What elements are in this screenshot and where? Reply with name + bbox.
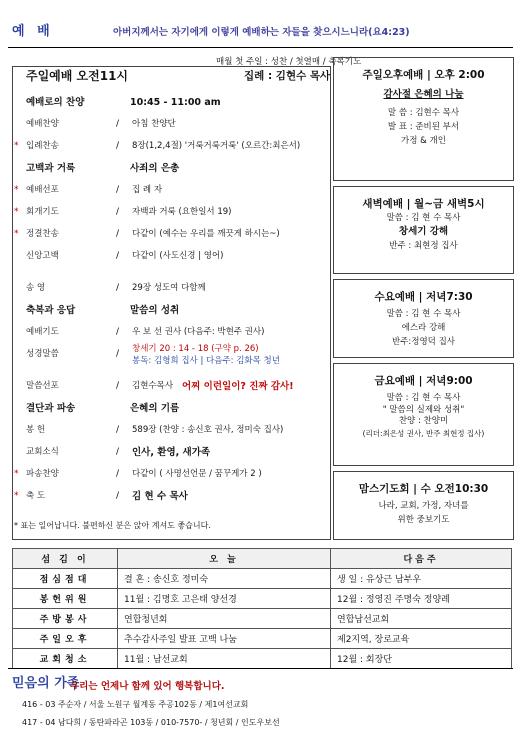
row-divider-slash: / <box>116 327 120 337</box>
friday-preacher: 말씀 : 김 현 수 목사 <box>386 393 461 403</box>
main-service-title: 주일예배 오전11시 <box>26 69 129 83</box>
dawn-accompanist: 반주 : 최현정 집사 <box>389 241 458 251</box>
row-value: 은혜의 기름 <box>130 403 180 414</box>
row-divider-slash: / <box>116 469 120 479</box>
header-divider <box>8 47 513 48</box>
friday-topic: " 말씀의 실제와 성취" <box>382 405 465 415</box>
row-label: 교회소식 <box>26 447 59 457</box>
row-value-secondary: 봉독: 김형희 집사 | 다음주: 김화목 청년 <box>132 356 280 366</box>
duty-label: 점심점대 <box>13 569 118 589</box>
row-value: 사죄의 은총 <box>130 163 180 174</box>
row-divider-slash: / <box>116 349 120 359</box>
required-standing-star-icon: * <box>14 469 19 479</box>
row-divider-slash: / <box>116 207 120 217</box>
row-divider-slash: / <box>116 283 120 293</box>
duty-today: 추수감사주일 발표 고백 나눔 <box>118 629 331 649</box>
page-title: 예 배 <box>12 24 54 39</box>
required-standing-star-icon: * <box>14 207 19 217</box>
row-value: 다같이 ( 사명선언문 / 꿈꾸게가 2 ) <box>132 469 262 479</box>
duty-label: 봉헌위원 <box>13 589 118 609</box>
row-divider-slash: / <box>116 491 120 501</box>
dawn-topic: 창세기 강해 <box>398 226 449 237</box>
dawn-service-box <box>333 186 514 274</box>
row-value: 아침 찬양단 <box>132 119 176 129</box>
row-value: 김현수목사 <box>132 381 174 391</box>
friday-service-box <box>333 363 514 466</box>
duty-header-today: 오 늘 <box>118 549 331 569</box>
wednesday-topic: 에스라 강해 <box>401 323 446 333</box>
row-label: 축복과 응답 <box>26 305 76 316</box>
row-label: 예배로의 찬양 <box>26 97 85 108</box>
row-label: 회개기도 <box>26 207 59 217</box>
table-row <box>13 609 512 629</box>
row-value: 8장(1,2,4절) '거룩거룩거룩' (오르간:최은서) <box>132 141 301 151</box>
row-value: 김 현 수 목사 <box>132 491 188 502</box>
row-label: 고백과 거룩 <box>26 163 76 174</box>
standing-note: * 표는 일어납니다. 불편하신 분은 앉아 계셔도 좋습니다. <box>14 521 211 530</box>
table-row <box>13 649 512 669</box>
dawn-service-title: 새벽예배 | 월~금 새벽5시 <box>362 198 485 210</box>
row-divider-slash: / <box>116 141 120 151</box>
row-label: 봉 헌 <box>26 425 46 435</box>
duty-label: 주일오후 <box>13 629 118 649</box>
service-duty-table <box>12 548 512 669</box>
row-value: 29장 성도여 다함께 <box>132 283 206 293</box>
duty-next: 12월 : 회장단 <box>331 649 512 669</box>
row-value: 다같이 (사도신경 | 영어) <box>132 251 224 261</box>
main-service-leader: 집례 : 김현수 목사 <box>244 70 331 82</box>
row-value: 10:45 - 11:00 am <box>130 97 221 108</box>
duty-next: 연합남선교회 <box>331 609 512 629</box>
row-label: 축 도 <box>26 491 46 501</box>
duty-next: 12월 : 정영진 주명숙 정양례 <box>331 589 512 609</box>
row-label: 예배찬양 <box>26 119 59 129</box>
duty-next: 생 일 : 유상근 남부우 <box>331 569 512 589</box>
row-value: 다같이 (예수는 우리를 깨끗게 하시는~) <box>132 229 280 239</box>
row-label: 성경말씀 <box>26 349 59 359</box>
wednesday-service-box <box>333 279 514 358</box>
row-label: 송 영 <box>26 283 46 293</box>
table-row <box>13 589 512 609</box>
row-value: 말씀의 성취 <box>130 305 180 316</box>
required-standing-star-icon: * <box>14 141 19 151</box>
wednesday-preacher: 말씀 : 김 현 수 목사 <box>386 309 461 319</box>
duty-today: 11월 : 김명호 고은태 양선경 <box>118 589 331 609</box>
friday-leaders: (리더:최은성 권사, 반주 최현정 집사) <box>362 429 485 438</box>
row-value: 창세기 20 : 14 - 18 (구약 p. 26) <box>132 344 259 354</box>
header-verse: 아버지께서는 자기에게 이렇게 예배하는 자들을 찾으시느니라(요4:23) <box>113 27 410 38</box>
row-label: 정결찬송 <box>26 229 59 239</box>
duty-header-next: 다음주 <box>331 549 512 569</box>
row-label: 결단과 파송 <box>26 403 76 414</box>
friday-praise: 찬양 : 찬양미 <box>398 416 449 426</box>
table-row <box>13 629 512 649</box>
row-label: 입례찬송 <box>26 141 59 151</box>
moms-prayer-line-1: 나라, 교회, 가정, 자녀를 <box>378 501 469 511</box>
footer-divider <box>8 668 513 669</box>
duty-table-header <box>13 549 512 569</box>
duty-today: 11월 : 남선교회 <box>118 649 331 669</box>
row-divider-slash: / <box>116 185 120 195</box>
duty-header-server: 섬 김 이 <box>13 549 118 569</box>
moms-prayer-title: 맘스기도회 | 수 오전10:30 <box>358 483 489 495</box>
afternoon-presenter: 발 표 : 준비된 부서 <box>387 122 460 132</box>
wednesday-accompanist: 반주:정영덕 집사 <box>391 337 456 347</box>
table-row <box>13 569 512 589</box>
row-label: 말씀선포 <box>26 381 59 391</box>
family-line-1: 416 - 03 주순자 / 서울 노원구 월계동 주공102동 / 제1여선교회 <box>22 700 249 709</box>
duty-next: 제2지역, 장로교육 <box>331 629 512 649</box>
row-label: 파송찬양 <box>26 469 59 479</box>
row-divider-slash: / <box>116 229 120 239</box>
row-divider-slash: / <box>116 381 120 391</box>
row-divider-slash: / <box>116 119 120 129</box>
family-subtitle: 우리는 언제나 함께 있어 행복합니다. <box>70 681 225 692</box>
duty-label: 주방봉사 <box>13 609 118 629</box>
row-value: 자백과 거룩 (요한일서 19) <box>132 207 232 217</box>
afternoon-preacher: 말 씀 : 김현수 목사 <box>387 108 460 118</box>
moms-prayer-line-2: 위한 중보기도 <box>397 515 450 525</box>
row-divider-slash: / <box>116 425 120 435</box>
row-divider-slash: / <box>116 251 120 261</box>
afternoon-presenter-2: 가정 & 개인 <box>401 136 446 146</box>
row-label: 예배기도 <box>26 327 59 337</box>
required-standing-star-icon: * <box>14 185 19 195</box>
dawn-preacher: 말씀 : 김 현 수 목사 <box>386 213 461 223</box>
afternoon-service-title: 주일오후예배 | 오후 2:00 <box>362 69 485 81</box>
friday-service-title: 금요예배 | 저녁9:00 <box>374 375 473 387</box>
family-line-2: 417 - 04 남다희 / 동탄파라곤 103동 / 010-7570- / 청년회 / 인도우보선 <box>22 718 280 727</box>
row-value: 인사, 환영, 새가족 <box>132 447 211 458</box>
duty-today: 연합청년회 <box>118 609 331 629</box>
afternoon-topic: 감사절 은혜의 나눔 <box>383 89 464 100</box>
duty-today: 결 혼 : 송신호 정미숙 <box>118 569 331 589</box>
afternoon-service-box <box>333 57 514 181</box>
row-label: 신앙고백 <box>26 251 59 261</box>
moms-prayer-box <box>333 471 514 540</box>
row-divider-slash: / <box>116 447 120 457</box>
row-value: 589장 (찬양 : 송신호 권사, 정미숙 집사) <box>132 425 284 435</box>
duty-label: 교회청소 <box>13 649 118 669</box>
sermon-title: 어찌 이런일이? 진짜 감사! <box>182 381 294 392</box>
required-standing-star-icon: * <box>14 229 19 239</box>
wednesday-service-title: 수요예배 | 저녁7:30 <box>374 291 473 303</box>
row-label: 예배선포 <box>26 185 59 195</box>
schedule-note: 매월 첫 주일 : 성찬 / 첫열매 / 축복기도 <box>216 57 362 67</box>
row-value: 집 례 자 <box>132 185 163 195</box>
family-title: 믿음의 가족 <box>12 676 80 691</box>
row-value: 우 보 선 권사 (다음주: 박현주 권사) <box>132 327 265 337</box>
required-standing-star-icon: * <box>14 491 19 501</box>
